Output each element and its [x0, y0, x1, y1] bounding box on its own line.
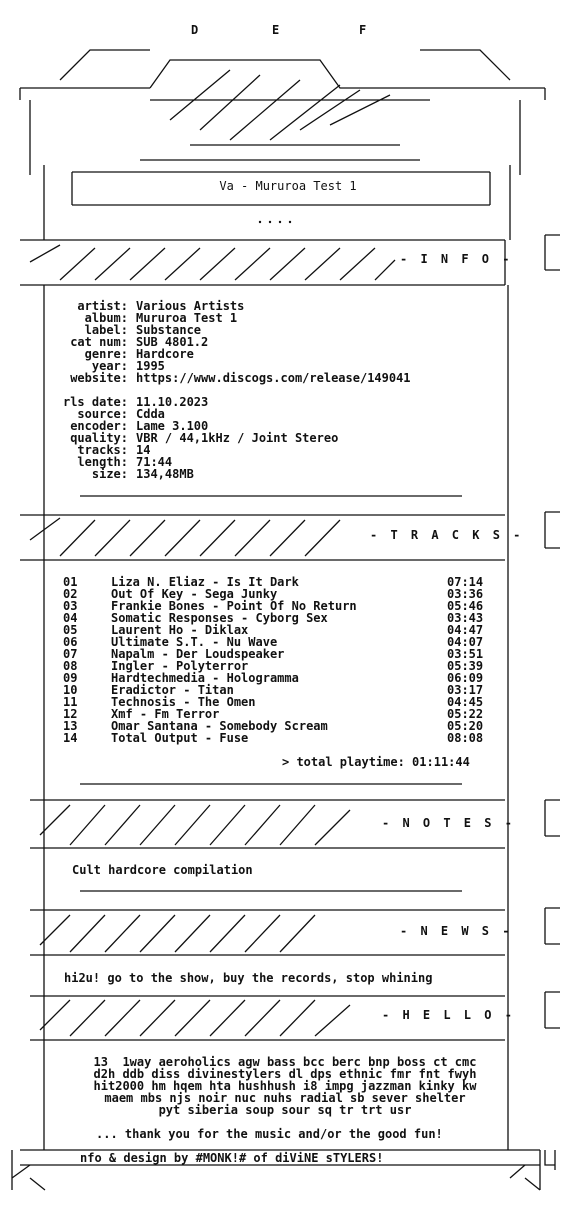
- track-duration: 05:46: [447, 599, 484, 613]
- info-label: album:: [84, 311, 128, 325]
- header-letter-e: E: [272, 23, 280, 37]
- track-duration: 06:09: [447, 671, 484, 685]
- track-title: Ultimate S.T. - Nu Wave: [111, 635, 278, 649]
- track-duration: 05:20: [447, 719, 484, 733]
- track-number: 02: [63, 587, 78, 601]
- info-label: genre:: [84, 347, 128, 361]
- greetings-line: hit2000 hm hqem hta hushhush i8 impg jazzman kinky kw: [93, 1079, 477, 1093]
- header-letter-f: F: [359, 23, 367, 37]
- section-news-heading: - N E W S -: [400, 924, 513, 938]
- track-title: Omar Santana - Somebody Scream: [111, 719, 328, 733]
- info-encoder: Lame 3.100: [136, 419, 209, 433]
- info-label: quality:: [70, 431, 128, 445]
- info-tracks: 14: [136, 443, 151, 457]
- info-length: 71:44: [136, 455, 173, 469]
- info-catnum: SUB 4801.2: [136, 335, 209, 349]
- track-duration: 03:17: [447, 683, 484, 697]
- thanks-text: ... thank you for the music and/or the good fun!: [96, 1127, 443, 1141]
- greetings-line: 13 1way aeroholics agw bass bcc berc bnp boss ct cmc: [93, 1055, 477, 1069]
- track-duration: 03:43: [447, 611, 484, 625]
- info-label: encoder:: [70, 419, 128, 433]
- info-rlsdate: 11.10.2023: [136, 395, 209, 409]
- info-label: artist:: [77, 299, 128, 313]
- track-number: 01: [63, 575, 78, 589]
- track-number: 09: [63, 671, 78, 685]
- info-label: rls date:: [62, 395, 128, 409]
- greetings-line: d2h ddb diss divinestylers dl dps ethnic fmr fnt fwyh: [93, 1067, 477, 1081]
- footer-credit: nfo & design by #MONK!# of diViNE sTYLERS!: [80, 1151, 384, 1165]
- track-number: 08: [63, 659, 78, 673]
- track-title: Xmf - Fm Terror: [111, 707, 220, 721]
- track-number: 07: [63, 647, 78, 661]
- track-duration: 05:22: [447, 707, 484, 721]
- info-quality: VBR / 44,1kHz / Joint Stereo: [136, 431, 339, 445]
- track-title: Laurent Ho - Diklax: [111, 623, 249, 637]
- track-number: 14: [63, 731, 78, 745]
- info-label: cat num:: [70, 335, 128, 349]
- track-duration: 04:45: [447, 695, 484, 709]
- track-title: Ingler - Polyterror: [111, 659, 249, 673]
- track-number: 05: [63, 623, 78, 637]
- info-artist: Various Artists: [136, 299, 245, 313]
- notes-text: Cult hardcore compilation: [72, 863, 253, 877]
- info-label: source:: [77, 407, 128, 421]
- track-title: Hardtechmedia - Hologramma: [111, 671, 299, 685]
- track-title: Technosis - The Omen: [111, 695, 256, 709]
- info-label: year:: [91, 359, 128, 373]
- section-hello-heading: - H E L L O -: [382, 1008, 515, 1022]
- track-number: 12: [63, 707, 78, 721]
- info-source: Cdda: [136, 407, 165, 421]
- section-notes-heading: - N O T E S -: [382, 816, 515, 830]
- info-website-link[interactable]: https://www.discogs.com/release/149041: [136, 371, 411, 385]
- track-duration: 03:51: [447, 647, 484, 661]
- section-tracks-heading: - T R A C K S -: [370, 528, 524, 542]
- info-label: label:: [84, 323, 128, 337]
- section-info-heading: - I N F O -: [400, 252, 513, 266]
- header-letter-d: D: [191, 23, 199, 37]
- track-duration: 07:14: [447, 575, 484, 589]
- info-label: website:: [70, 371, 128, 385]
- track-title: Eradictor - Titan: [111, 683, 234, 697]
- track-duration: 08:08: [447, 731, 484, 745]
- track-number: 10: [63, 683, 78, 697]
- track-number: 04: [63, 611, 78, 625]
- track-number: 06: [63, 635, 78, 649]
- track-title: Napalm - Der Loudspeaker: [111, 647, 285, 661]
- track-duration: 04:07: [447, 635, 484, 649]
- track-title: Out Of Key - Sega Junky: [111, 587, 278, 601]
- track-title: Liza N. Eliaz - Is It Dark: [111, 575, 299, 589]
- greetings-line: maem mbs njs noir nuc nuhs radial sb sever shelter: [104, 1091, 466, 1105]
- release-title: Va - Mururoa Test 1: [219, 179, 357, 193]
- info-album: Mururoa Test 1: [136, 311, 238, 325]
- info-label: tracks:: [77, 443, 128, 457]
- track-title: Total Output - Fuse: [111, 731, 249, 745]
- track-duration: 05:39: [447, 659, 484, 673]
- info-size: 134,48MB: [136, 467, 194, 481]
- total-playtime: > total playtime: 01:11:44: [282, 755, 470, 769]
- info-year: 1995: [136, 359, 165, 373]
- greetings-line: pyt siberia soup sour sq tr trt usr: [158, 1103, 412, 1117]
- track-title: Somatic Responses - Cyborg Sex: [111, 611, 328, 625]
- track-duration: 03:36: [447, 587, 484, 601]
- info-label-value: Substance: [136, 323, 202, 337]
- news-text: hi2u! go to the show, buy the records, stop whining: [64, 971, 433, 985]
- info-genre: Hardcore: [136, 347, 194, 361]
- info-label: length:: [77, 455, 128, 469]
- track-number: 11: [63, 695, 78, 709]
- track-title: Frankie Bones - Point Of No Return: [111, 599, 357, 613]
- info-label: size:: [91, 467, 128, 481]
- track-number: 03: [63, 599, 78, 613]
- track-duration: 04:47: [447, 623, 484, 637]
- track-number: 13: [63, 719, 78, 733]
